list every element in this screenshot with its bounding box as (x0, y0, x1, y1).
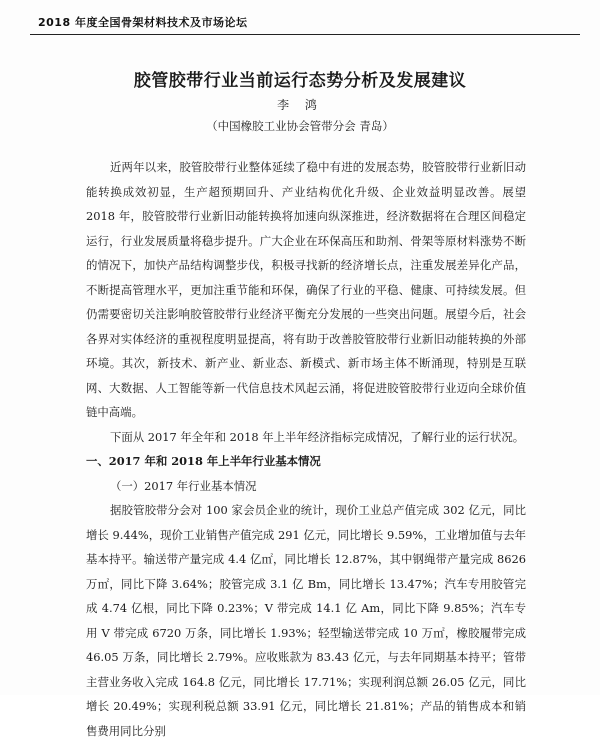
article-author: 李 鸿 (277, 98, 323, 112)
running-header: 2018 年度全国骨架材料技术及市场论坛 (38, 16, 248, 29)
article-body (86, 155, 526, 743)
paragraph-intro: 近两年以来，胶管胶带行业整体延续了稳中有进的发展态势，胶管胶带行业新旧动能转换成效初显，生产超预期回升、产业结构优化升级、企业效益明显改善。展望 2018 年，胶管胶带行业新旧动能转换将加速向纵深推进，经济数据将在合理区间稳定运行，行业发展质量将稳步提升。广大企业在环保高压和助剂、骨架等原材料涨势不断的情况下，加快产品结构调整步伐，积极寻找新的经济增长点，注重发展差异化产品，不断提高管理水平，更加注重节能和环保，确保了行业的平稳、健康、可持续发展。但仍需要密切关注影响胶管胶带行业经济平衡充分发展的一些突出问题。展望今后，社会各界对实体经济的重视程度明显提高，将有助于改善胶管胶带行业新旧动能转换的外部环境。其次，新技术、新产业、新业态、新模式、新市场主体不断涌现，特别是互联网、大数据、人工智能等新一代信息技术风起云涌，将促进胶管胶带行业迈向全球价值链中高端。 (86, 160, 526, 419)
header-rule (30, 34, 580, 35)
paragraph-statistics: 据胶管胶带分会对 100 家会员企业的统计，现价工业总产值完成 302 亿元，同比增长 9.44%，现价工业销售产值完成 291 亿元，同比增长 9.59%，工业增加值与去年基本持平。输送带产量完成 4.4 亿㎡，同比增长 12.87%，其中钢绳带产量完成 8626 万㎡，同比下降 3.64%；胶管完成 3.1 亿 Bm，同比增长 13.47%；汽车专用胶管完成 4.74 亿根，同比下降 0.23%；V 带完成 14.1 亿 Am，同比下降 9.85%；汽车专用 V 带完成 6720 万条，同比增长 1.93%；轻型输送带完成 10 万㎡，橡胶履带完成 46.05 万条，同比增长 2.79%。应收账款为 83.43 亿元，与去年同期基本持平；管带主营业务收入完成 164.8 亿元，同比增长 17.71%；实现利润总额 26.05 亿元，同比增长 20.49%；实现利税总额 33.91 亿元，同比增长 21.81%；产品的销售成本和销售费用同比分别 (86, 503, 526, 738)
paragraph-overview: 下面从 2017 年全年和 2018 年上半年经济指标完成情况，了解行业的运行状况。 (110, 429, 525, 444)
article-title: 胶管胶带行业当前运行态势分析及发展建议 (133, 71, 467, 91)
section-heading: 一、2017 年和 2018 年上半年行业基本情况 (86, 454, 321, 468)
article-affiliation: （中国橡胶工业协会管带分会 青岛） (206, 119, 394, 133)
subsection-heading: （一）2017 年行业基本情况 (110, 478, 257, 493)
